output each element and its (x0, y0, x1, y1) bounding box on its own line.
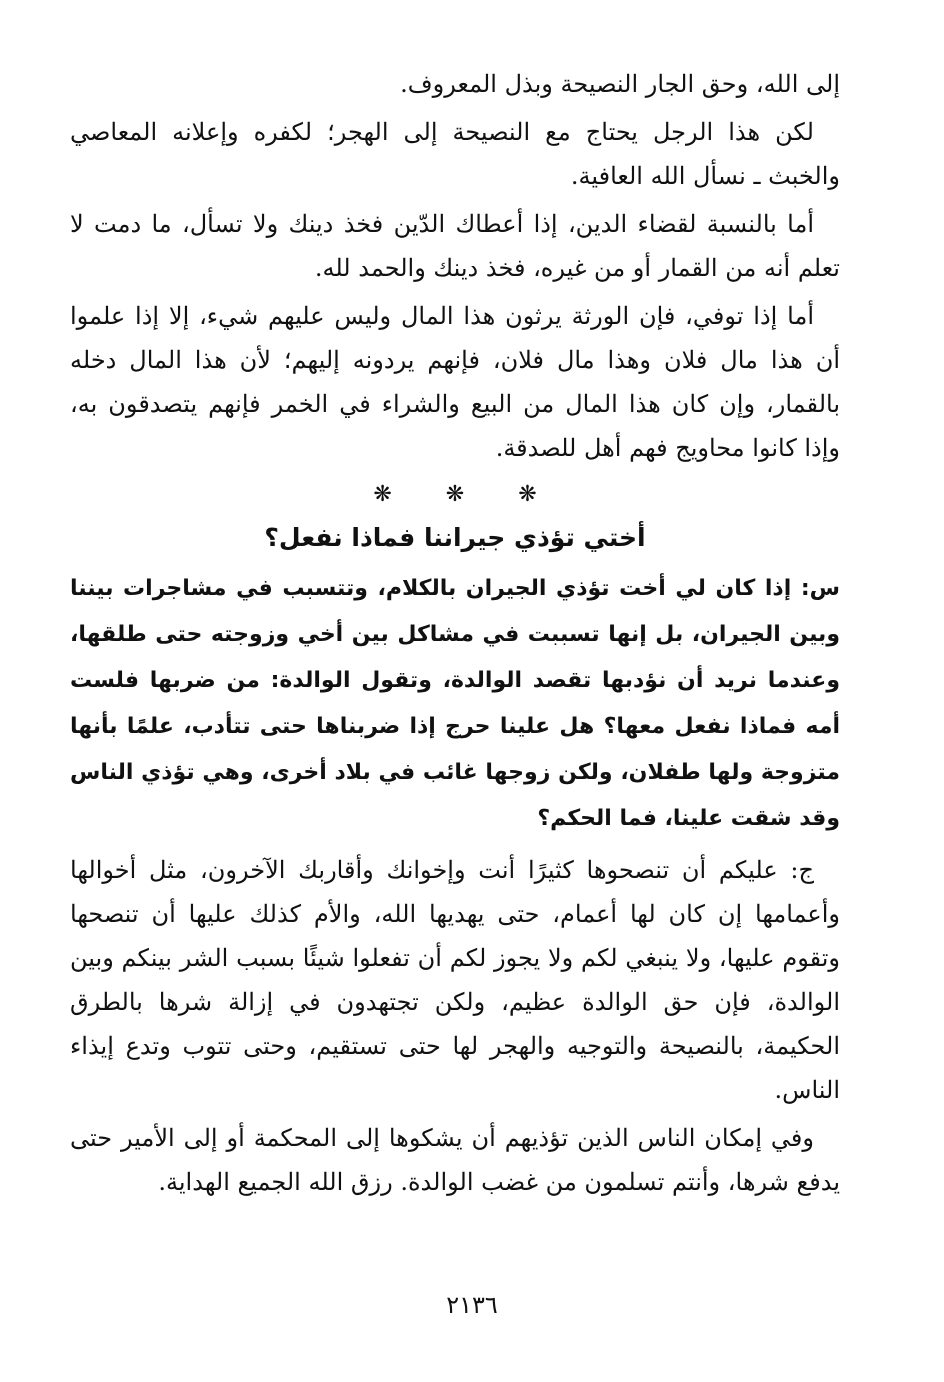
page-number: ٢١٣٦ (446, 1291, 498, 1319)
paragraph-4: أما إذا توفي، فإن الورثة يرثون هذا المال وليس عليهم شيء، إلا إذا علموا أن هذا مال فلان وهذا مال فلان، فإنهم يردونه إليهم؛ لأن هذا المال دخله بالقمار، وإن كان هذا المال من البيع والشراء في الخمر فإنهم يتصدقون به، وإذا كانوا محاويج فهم أهل للصدقة. (70, 302, 840, 462)
page-content (70, 62, 840, 1208)
section-separator (70, 480, 840, 510)
paragraph-2: لكن هذا الرجل يحتاج مع النصيحة إلى الهجر؛ لكفره وإعلانه المعاصي والخبث ـ نسأل الله العافية. (70, 118, 840, 190)
answer-paragraph-2: وفي إمكان الناس الذين تؤذيهم أن يشكوها إلى المحكمة أو إلى الأمير حتى يدفع شرها، وأنتم تسلمون من غضب الوالدة. رزق الله الجميع الهداية. (70, 1124, 840, 1196)
paragraph-1: إلى الله، وحق الجار النصيحة وبذل المعروف. (400, 70, 840, 98)
question-text: س: إذا كان لي أخت تؤذي الجيران بالكلام، وتتسبب في مشاجرات بيننا وبين الجيران، بل إنها تسببت في مشاكل بين أخي وزوجته حتى طلقها، وعندما نريد أن نؤدبها تقصد الوالدة، وتقول الوالدة: من ضربها فلست أمه فماذا نفعل معها؟ هل علينا حرج إذا ضربناها حتى تتأدب، علمًا بأنها متزوجة ولها طفلان، ولكن زوجها غائب في بلاد أخرى، وهي تؤذي الناس وقد شقت علينا، فما الحكم؟ (70, 576, 840, 831)
section-title: أختي تؤذي جيراننا فماذا نفعل؟ (264, 523, 646, 552)
separator-star-icon: ❋ (518, 482, 537, 507)
answer-paragraph-1: ج: عليكم أن تنصحوها كثيرًا أنت وإخوانك وأقاربك الآخرون، مثل أخوالها وأعمامها إن كان لها أعمام، حتى يهديها الله، والأم كذلك عليها أن تنصحها وتقوم عليها، ولا ينبغي لكم ولا يجوز لكم أن تفعلوا شيئًا بسبب الشر بينكم وبين الوالدة، فإن حق الوالدة عظيم، ولكن تجتهدون في إزالة شرها بالطرق الحكيمة، بالنصيحة والتوجيه والهجر لها حتى تستقيم، وحتى تتوب وتدع إيذاء الناس. (70, 856, 840, 1104)
separator-star-icon: ❋ (445, 482, 465, 507)
separator-star-icon: ❋ (373, 482, 392, 507)
paragraph-3: أما بالنسبة لقضاء الدين، إذا أعطاك الدّين فخذ دينك ولا تسأل، ما دمت لا تعلم أنه من القمار أو من غيره، فخذ دينك والحمد لله. (70, 210, 840, 282)
